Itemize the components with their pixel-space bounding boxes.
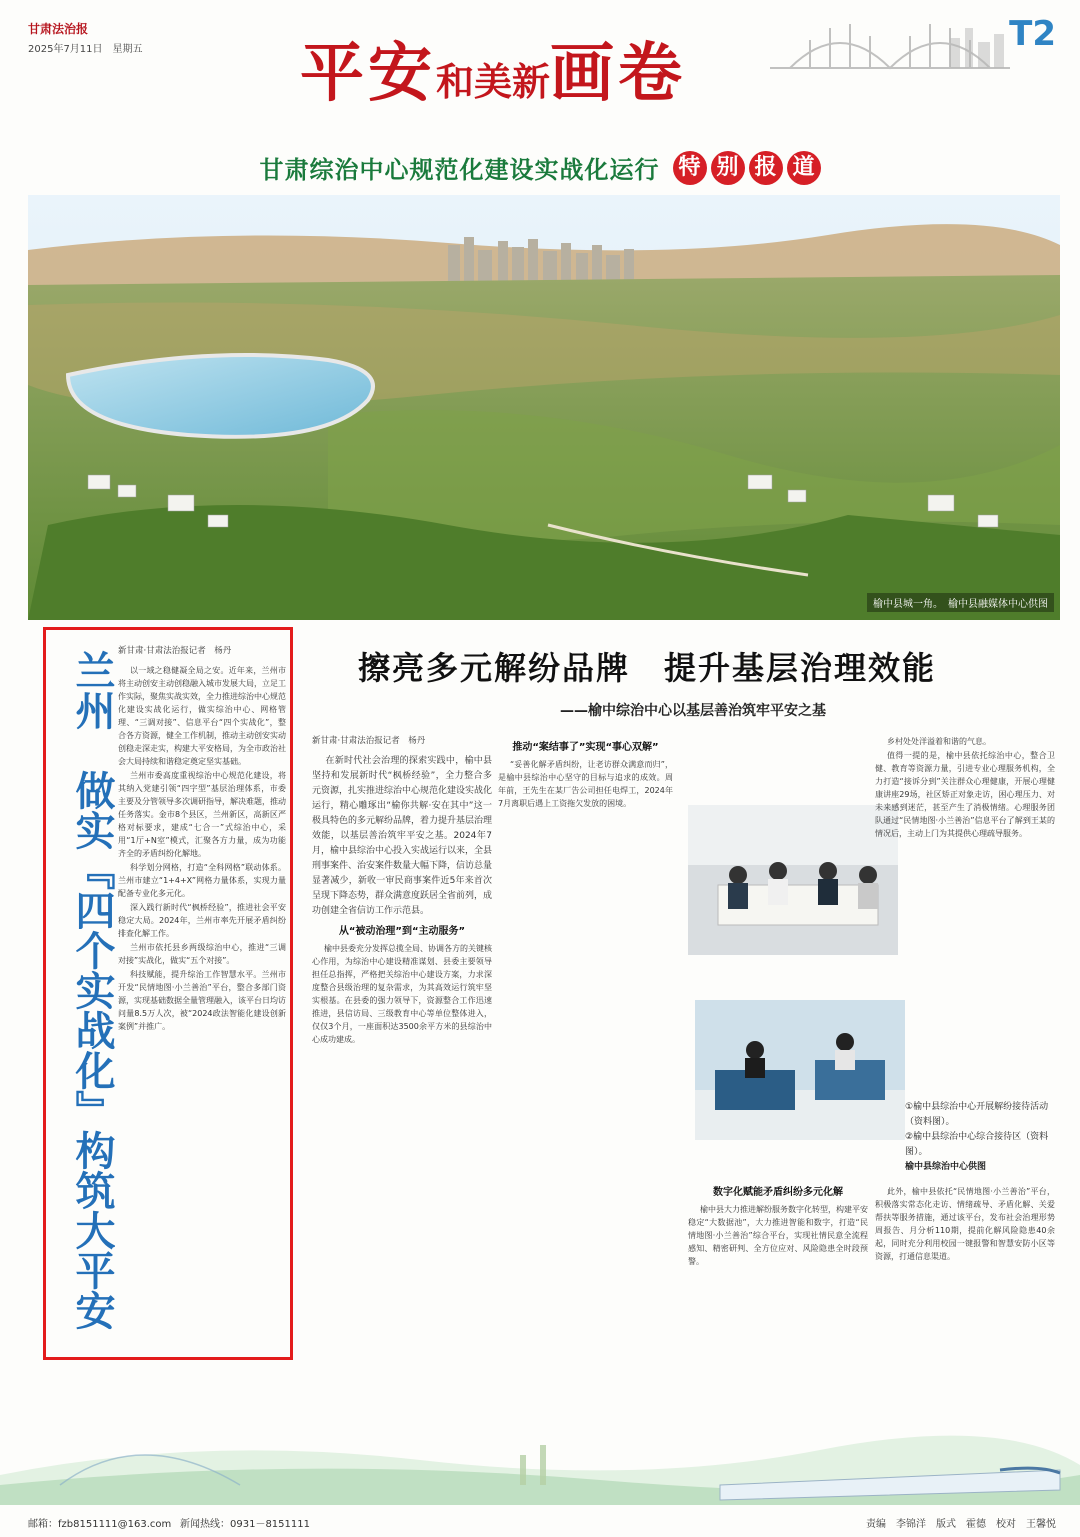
section-text: 榆中县大力推进解纷服务数字化转型，构建平安稳定“大数据池”，大力推进智能和数字，打造“民情地图·小兰善治”综合平台，实现社情民意全流程感知、精密研判、全方位应对、风险隐患全时段预警。 (688, 1205, 868, 1266)
main-headline: 擦亮多元解纷品牌 提升基层治理效能 (358, 649, 937, 687)
left-article-paragraph: 兰州市委高度重视综治中心规范化建设，将其纳入党建引领“四字型”基层治理体系，市委主要及分管领导多次调研指导，解决难题，推动任务落实。金市8个县区，兰州新区，高新区严格对标要求，建成“七合一”式综治中心，采用“1厅+N室”模式，汇聚各方力量，成为功能齐全的矛盾纠纷化解地。 (118, 771, 286, 858)
meeting-photo (688, 805, 898, 955)
reception-photo (695, 1000, 905, 1140)
main-article-column-3 (688, 1180, 868, 1360)
right-column-paragraph: 此外，榆中县依托“民情地图·小兰善治”平台，积极落实常态化走访、情绪疏导、矛盾化解、关爱帮扶等服务措施，通过该平台，发布社会治理形势周报告、月分析110期，提前化解风险隐患40余起，同时充分利用校园一键报警和智慧安防小区等资源，打通信息渠道。 (875, 1187, 1055, 1261)
main-article-column-1 (312, 735, 492, 1355)
section-heading: 从“被动治理”到“主动服务” (338, 926, 466, 937)
bridge-illustration (770, 8, 1010, 88)
bottom-decoration (0, 1365, 1080, 1505)
left-article-body (118, 645, 286, 1350)
right-column-paragraph: 乡村处处洋溢着和谐的气息。 (887, 737, 991, 746)
left-article-paragraph: 兰州市依托县乡两级综治中心，推进“三调对接”实战化，做实“五个对接”。 (118, 943, 286, 965)
photo-mediation-session (688, 805, 898, 955)
main-article-column-2 (498, 735, 673, 1355)
banner-title-part4: 画卷 (550, 36, 687, 111)
issue-date: 2025年7月11日 星期五 (28, 44, 143, 55)
photo-captions (905, 1100, 1055, 1175)
hero-photo (28, 195, 1060, 620)
photo-credit: 榆中县综治中心供图 (905, 1162, 987, 1172)
left-article-paragraph: 科技赋能，提升综治工作智慧水平。兰州市开发“民情地图·小兰善治”平台，整合多部门资源，实现基础数据全量管理融入，该平台日均访问量8.5万人次，被“2024政法智能化建设创新案例”并推广。 (118, 970, 286, 1031)
left-article-paragraph: 科学划分网格，打造“全科网格”联动体系。兰州市建立“1+4+X”网格力量体系，实现力量配备专业化多元化。 (118, 863, 286, 898)
left-article-paragraph: 以一域之稳健凝全局之安。近年来，兰州市将主动创安主动创稳融入城市发展大局，立足工作实际，聚焦实战实效，全力推进综治中心规范化建设实战化运行，做实综治中心、网格管理、“三调对接”、信息平台“四个实战化”，整合各方资源，健全工作机制，推动主动创安实动创稳走深走实，构建大平安格局，为全市政治社会大局持续和谐稳定奠定坚实基础。 (118, 666, 286, 766)
page-number: T2 (1009, 14, 1056, 54)
banner-subtitle: 甘肃综治中心规范化建设实战化运行 (259, 156, 660, 184)
special-char-3: 报 (749, 151, 783, 185)
main-article-right-column-top (875, 735, 1055, 915)
footer-hotline: 新闻热线：0931－8151111 (180, 1519, 310, 1530)
photo-caption-1: ①榆中县综治中心开展解纷接待活动（资料图）。 (905, 1102, 1049, 1127)
banner-title-part3: 新 (512, 59, 551, 104)
main-article-byline: 新甘肃·甘肃法治报记者 杨丹 (312, 736, 426, 746)
special-char-2: 别 (711, 151, 745, 185)
banner-subtitle-row (0, 150, 1080, 185)
main-article-lead: 在新时代社会治理的探索实践中，榆中县坚持和发展新时代“枫桥经验”，全力整合多元资源，扎实推进综治中心规范化建设实战化运行，精心雕琢出“榆你共解·安在其中”这一极具特色的多元解纷品牌，着力提升基层治理效能，以基层善治筑牢平安之基。2024年7月，榆中县综治中心投入实战运行以来，全县刑事案件、治安案件数量大幅下降，信访总量显著减少，新收一审民商事案件近5年来首次呈现下降态势，群众满意度跃居全省前列，成功创建全省信访工作示范县。 (312, 756, 492, 916)
landscape-image (28, 195, 1060, 620)
photo-reception-area (695, 1000, 905, 1140)
banner-title-part1: 平安 (300, 36, 436, 111)
main-subtitle: ——榆中综治中心以基层善治筑牢平安之基 (560, 703, 826, 719)
main-article-right-column-bottom (875, 1185, 1055, 1360)
special-char-4: 道 (787, 151, 821, 185)
left-article-byline: 新甘肃·甘肃法治报记者 杨丹 (118, 646, 232, 656)
footer-email: 邮箱：fzb8151111@163.com (28, 1519, 172, 1530)
left-article-paragraph: 深入践行新时代“枫桥经验”，推进社会平安稳定大局。2024年，兰州市率先开展矛盾纠纷排查化解工作。 (118, 903, 286, 938)
right-column-paragraph: 值得一提的是，榆中县依托综治中心，整合卫健、教育等资源力量，引进专业心理服务机构，全力打造“接诉分到”关注群众心理健康，开展心理健康讲座29场，社区矫正对象走访，困心理压力、对未来感到迷茫，甚至产生了消极情绪。心理服务团队通过“民情地图·小兰善治”信息平台了解到王某的情况后，主动上门为其提供心理疏导服务。 (875, 751, 1055, 838)
hero-caption: 榆中县城一角。 榆中县融媒体中心供图 (867, 593, 1054, 612)
section-text: “妥善化解矛盾纠纷，让老访群众满意而归”，是榆中县综治中心坚守的目标与追求的成效。周年前，王先生在某厂告公司担任电焊工，2024年7月离职后遇上工资拖欠发放的困境。 (498, 760, 673, 808)
footer-editors: 责编 李锦洋 版式 霍德 校对 王馨悦 (866, 1519, 1056, 1530)
page-footer (0, 1507, 1080, 1537)
banner-title (300, 22, 686, 114)
special-report-badges (669, 151, 821, 185)
left-article-title: 兰州 做实『四个实战化』构筑大平安 (69, 650, 115, 1330)
banner-title-part2: 和美 (436, 59, 513, 104)
section-heading: 数字化赋能矛盾纠纷多元化解 (713, 1187, 843, 1198)
special-char-1: 特 (673, 151, 707, 185)
photo-caption-2: ②榆中县综治中心综合接待区（资料图）。 (905, 1132, 1049, 1157)
section-text: 榆中县委充分发挥总揽全局、协调各方的关键核心作用，为综治中心建设精准谋划、县委主要领导担任总指挥，严格把关综治中心建设方案，力求深度整合县级治理的复杂需求，为其高效运行筑牢坚实根基。在县委的强力领导下，资源整合工作迅速推进，县信访局、三级教育中心等单位整体进入，仅仅3个月，一座面积达3500余平方米的县综治中心成功建成。 (312, 944, 492, 1044)
section-heading: 推动“案结事了”实现“事心双解” (512, 742, 659, 753)
city-train-illustration (0, 1365, 1080, 1505)
paper-name: 甘肃法治报 (28, 22, 89, 36)
